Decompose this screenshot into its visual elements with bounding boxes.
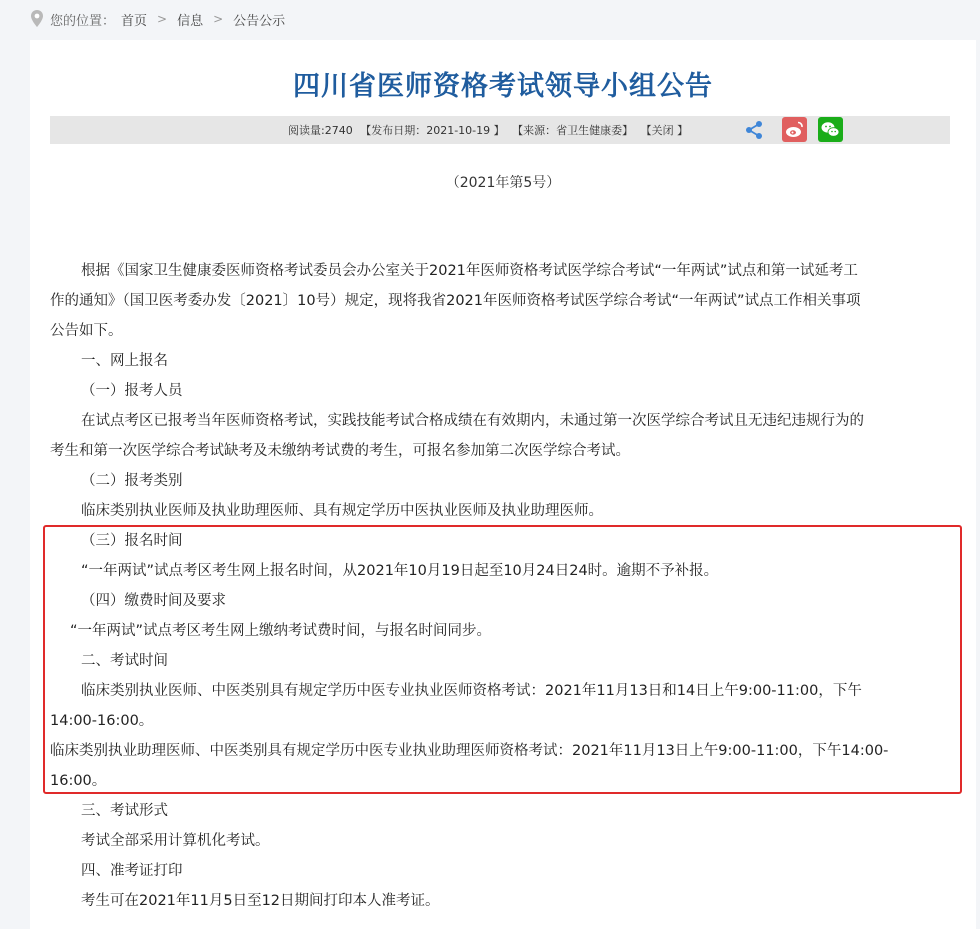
issue-number: （2021年第5号） — [445, 175, 561, 191]
read-count: 阅读量:2740 — [288, 124, 353, 137]
article-source: 【来源：省卫生健康委】 — [512, 124, 634, 137]
wechat-icon[interactable] — [818, 117, 843, 142]
paragraph-line: 临床类别执业医师、中医类别具有规定学历中医专业执业医师资格考试：2021年11月13日和14日上午9:00-11:00，下午 — [81, 683, 862, 699]
paragraph-line: “一年两试”试点考区考生网上报名时间，从2021年10月19日起至10月24日24时。逾期不予补报。 — [81, 563, 719, 579]
article-meta — [288, 122, 692, 138]
paragraph-line: “一年两试”试点考区考生网上缴纳考试费时间，与报名时间同步。 — [70, 623, 492, 639]
weibo-icon[interactable] — [782, 117, 807, 142]
paragraph-line: 考生和第一次医学综合考试缺考及未缴纳考试费的考生，可报名参加第二次医学综合考试。 — [50, 443, 630, 459]
share-icon[interactable] — [744, 120, 764, 140]
paragraph-line: 作的通知》（国卫医考委办发〔2021〕10号）规定，现将我省2021年医师资格考试医学综合考试“一年两试”试点工作相关事项 — [50, 293, 861, 309]
section-heading: 四、准考证打印 — [81, 863, 183, 879]
breadcrumb-home-link[interactable]: 首页 — [121, 13, 148, 29]
breadcrumb-separator: > — [157, 12, 168, 26]
paragraph-line: 临床类别执业助理医师、中医类别具有规定学历中医专业执业助理医师资格考试：2021年11月13日上午9:00-11:00，下午14:00- — [50, 743, 889, 759]
paragraph-line: 公告如下。 — [50, 323, 123, 339]
section-heading: 二、考试时间 — [81, 653, 168, 669]
breadcrumb — [30, 6, 285, 32]
article-card — [30, 40, 976, 929]
paragraph-line: 考生可在2021年11月5日至12日期间打印本人准考证。 — [81, 893, 440, 909]
section-heading: 一、网上报名 — [81, 353, 168, 369]
paragraph-line: 14:00-16:00。 — [50, 713, 154, 729]
breadcrumb-announcements-link[interactable]: 公告公示 — [233, 13, 286, 29]
paragraph-line: 临床类别执业医师及执业助理医师、具有规定学历中医执业医师及执业助理医师。 — [81, 503, 603, 519]
article-title: 四川省医师资格考试领导小组公告 — [293, 71, 713, 102]
subsection-heading: （二）报考类别 — [81, 473, 183, 489]
paragraph-line: 根据《国家卫生健康委医师资格考试委员会办公室关于2021年医师资格考试医学综合考试“一年两试”试点和第一试延考工 — [81, 263, 858, 279]
article-meta-bar — [50, 116, 950, 144]
subsection-heading: （四）缴费时间及要求 — [81, 593, 226, 609]
subsection-heading: （一）报考人员 — [81, 383, 183, 399]
publish-date: 【发布日期：2021-10-19 】 — [360, 124, 505, 137]
location-label: 您的位置： — [50, 13, 116, 29]
paragraph-line: 16:00。 — [50, 773, 107, 789]
location-pin-icon — [30, 10, 44, 28]
section-heading: 三、考试形式 — [81, 803, 168, 819]
subsection-heading: （三）报名时间 — [81, 533, 183, 549]
paragraph-line: 考试全部采用计算机化考试。 — [81, 833, 270, 849]
close-link[interactable]: 【关闭 】 — [640, 124, 689, 137]
breadcrumb-separator: > — [213, 12, 224, 26]
breadcrumb-info-link[interactable]: 信息 — [177, 13, 204, 29]
paragraph-line: 在试点考区已报考当年医师资格考试，实践技能考试合格成绩在有效期内，未通过第一次医学综合考试且无违纪违规行为的 — [81, 413, 864, 429]
